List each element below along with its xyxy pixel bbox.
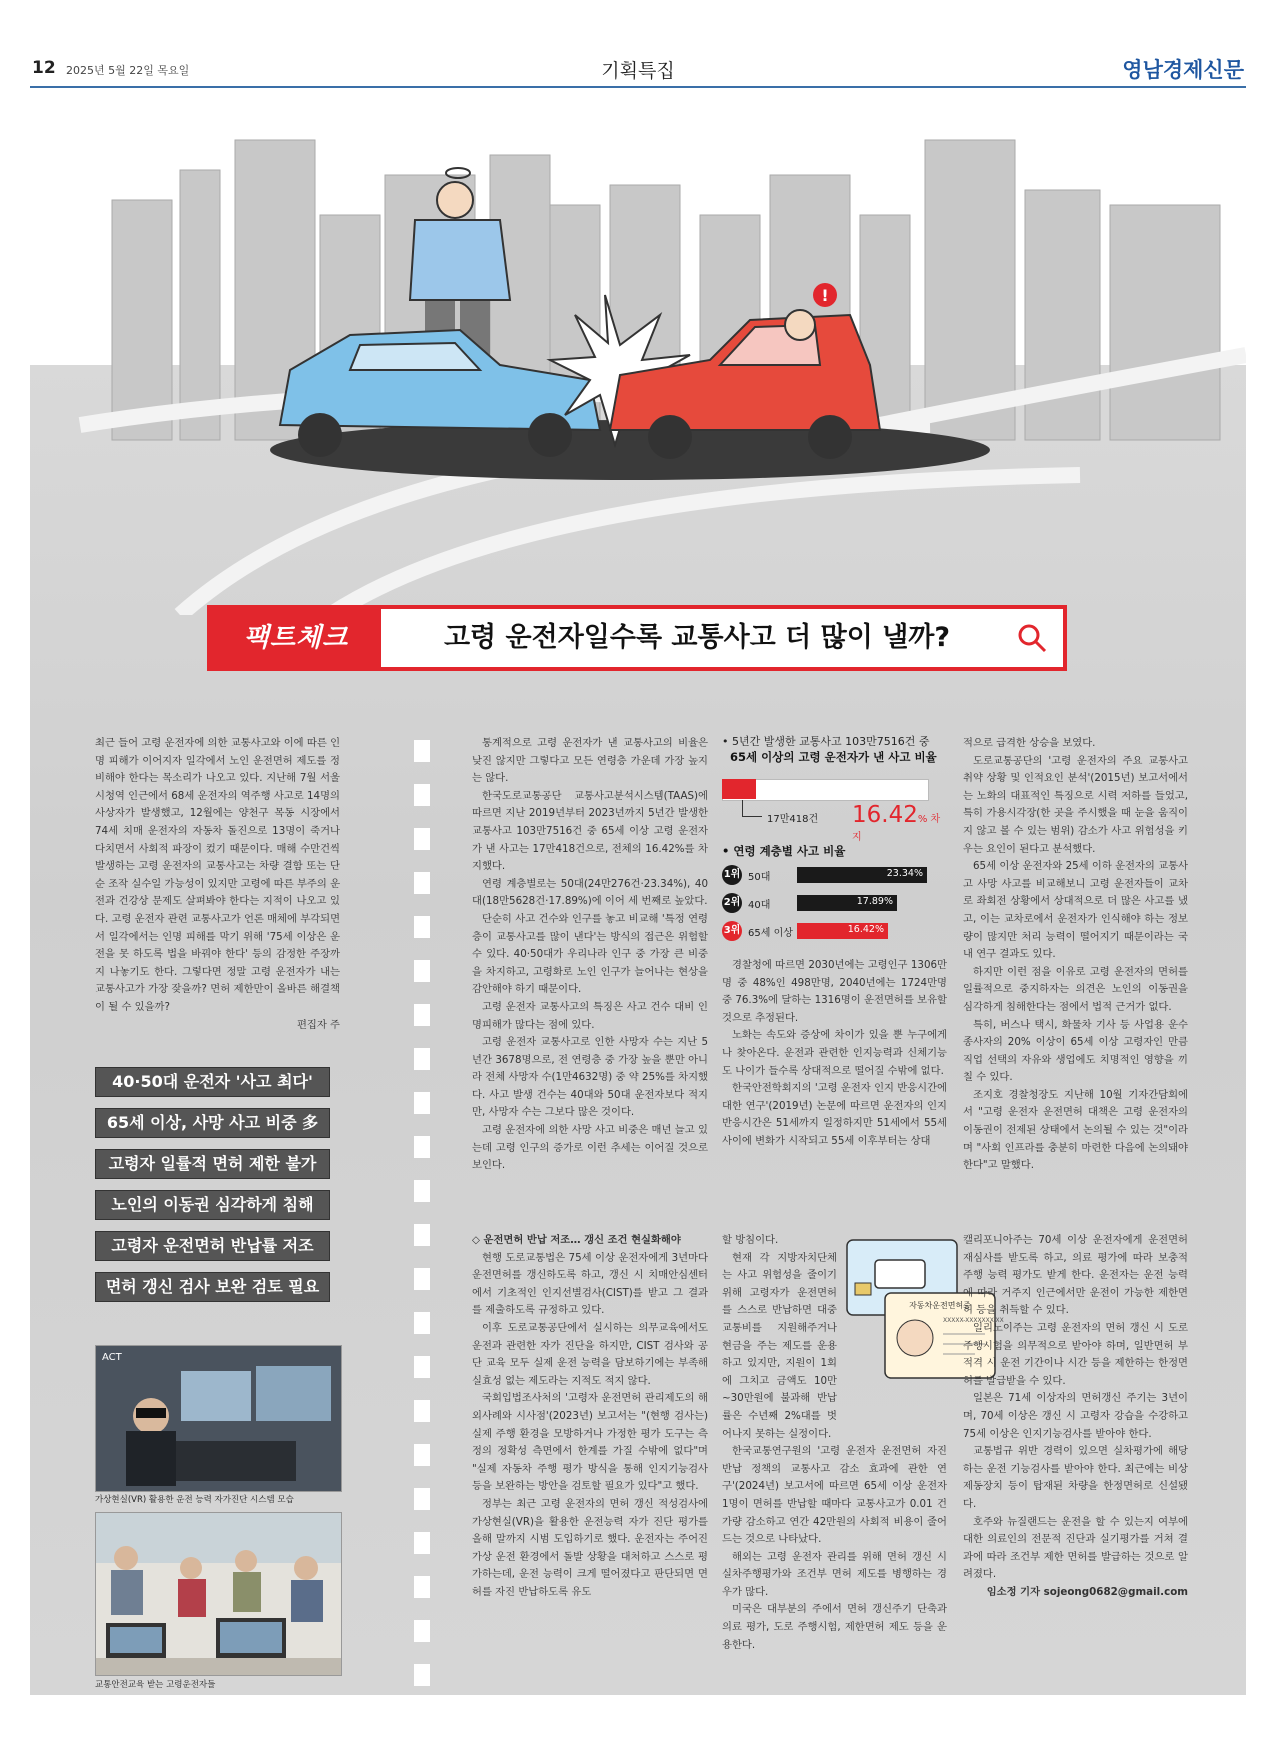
rank-label: 65세 이상 xyxy=(748,928,793,939)
safety-education-photo xyxy=(95,1512,342,1676)
count-label: 17만418건 xyxy=(767,814,819,825)
article-column xyxy=(963,735,1188,1175)
paragraph: 현행 도로교통법은 75세 이상 운전자에게 3년마다 운전면허를 갱신하도록 하고, 갱신 시 치매안심센터에서 기초적인 인지선별검사(CIST)를 받고 그 결과를 제출하도록 규정하고 있다. xyxy=(472,1251,708,1317)
share-fill xyxy=(722,779,756,799)
paragraph: 한국교통연구원의 '고령 운전자 운전면허 자진 반납 정책의 교통사고 감소 효과에 관한 연구'(2024년) 보고서에 따르면 65세 이상 운전자 1명이 면허를 반납할 때마다 교통사고가 0.01 건가량 감소하고 연간 42만원의 사회적 비용이 줄어드는 것으로 나타났다. xyxy=(722,1445,947,1546)
section-title: 기획특집 xyxy=(601,60,675,82)
paragraph: 고령 운전자 교통사고의 특징은 사고 건수 대비 인명피해가 많다는 점에 있다. xyxy=(472,1000,708,1031)
rank-badge: 3위 xyxy=(722,921,742,941)
article-column xyxy=(722,957,947,1151)
headline-title: 고령 운전자일수록 교통사고 더 많이 낼까? xyxy=(443,622,951,653)
paragraph: 미국은 대부분의 주에서 면허 갱신주기 단축과 의료 평가, 도로 주행시험, 제한면허 제도 등을 운용한다. xyxy=(722,1603,947,1651)
classroom-image xyxy=(96,1513,341,1675)
subheading: ◇ 운전면허 반납 저조… 갱신 조건 현실화해야 xyxy=(472,1234,681,1246)
paragraph: 국회입법조사처의 '고령자 운전면허 관리제도의 해외사례와 시사점'(2023년) 보고서는 "(현행 검사는) 실제 주행 환경을 모방하거나 가정한 평가 도구는 측정의 정확성 측면에서 한계를 가질 수밖에 없다"며 "실제 자동차 주행 평가 방식을 통해 인지기능검사 등을 보완하는 방안을 검토할 필요가 있다"고 했다. xyxy=(472,1392,708,1493)
rank-label: 50대 xyxy=(748,872,771,883)
rank-value: 23.34% xyxy=(886,868,923,879)
paragraph: 일본은 71세 이상자의 면허갱신 주기는 3년이며, 70세 이상은 갱신 시 고령자 강습을 수강하고 75세 이상은 인지기능검사를 받아야 한다. xyxy=(963,1392,1188,1440)
article-column xyxy=(963,1232,1188,1601)
paragraph: 일리노이주는 고령 운전자의 면허 갱신 시 도로 주행시험을 의무적으로 받아야 하며, 일반면허 부적격 시 운전 기간이나 시간 등을 제한하는 한정면허를 발급받을 수 있다. xyxy=(963,1321,1188,1387)
license-number-mask: XXXXX-XXXXXXX-XX xyxy=(943,1317,1004,1324)
paragraph: 해외는 고령 운전자 관리를 위해 면허 갱신 시 실차주행평가와 조건부 면허 제도를 병행하는 경우가 많다. xyxy=(722,1550,947,1598)
act-sign: ACT xyxy=(102,1352,122,1363)
photo-caption: 교통안전교육 받는 고령운전자들 xyxy=(95,1680,216,1690)
rank-value: 16.42% xyxy=(847,924,884,935)
key-point: 면허 갱신 검사 보완 검토 필요 xyxy=(95,1272,330,1302)
paragraph: 조지호 경찰청장도 지난해 10월 기자간담회에서 "고령 운전자 운전면허 대책은 고령 운전자의 이동권이 전제된 상태에서 논의될 수 있는 것"이라며 "사회 인프라를 충분히 마련한 다음에 논의돼야 한다"고 말했다. xyxy=(963,1088,1188,1172)
lead-paragraph xyxy=(95,735,340,1034)
paragraph: 고령 운전자에 의한 사망 사고 비중은 매년 늘고 있는데 고령 인구의 증가로 이런 추세는 이어질 것으로 보인다. xyxy=(472,1124,708,1172)
paragraph: 캘리포니아주는 70세 이상 운전자에게 운전면허 재심사를 받도록 하고, 의료 평가에 따라 보충적 주행 능력 평가도 받게 한다. 운전자는 운전 능력에 따라 거주지 인근에서만 운전이 가능한 제한면허 등을 취득할 수 있다. xyxy=(963,1234,1188,1317)
rank-label: 40대 xyxy=(748,900,771,911)
share-value: 16.42 xyxy=(852,802,918,828)
rank-badge: 2위 xyxy=(722,893,742,913)
share-chart xyxy=(722,765,947,843)
paragraph: 하지만 이런 점을 이유로 고령 운전자의 면허를 일률적으로 중지하자는 의견은 노인의 이동권을 심각하게 침해한다는 점에서 법적 근거가 없다. xyxy=(963,965,1188,1013)
connector-line xyxy=(742,816,762,817)
magnifier-icon xyxy=(1017,623,1047,653)
lead-text: 최근 들어 고령 운전자에 의한 교통사고와 이에 따른 인명 피해가 이어지자 일각에서 노인 운전면허 제도를 정비해야 한다는 목소리가 나오고 있다. 지난해 7월 서울 시청역 인근에서 68세 운전자의 역주행 사고로 14명의 사상자가 발생했고, 12월에는 양천구 목동 시장에서 74세 치매 운전자의 자동차 돌진으로 13명이 죽거나 다치면서 사회적 파장이 컸기 때문이다. 매해 수만건씩 발생하는 고령 운전자의 교통사고는 차량 결함 또는 단순 조작 실수일 가능성이 있지만 고령에 따른 부주의 운전과 건강상 문제도 살펴봐야 한다는 지적이 나오고 있다. 고령 운전자 관련 교통사고가 언론 매체에 부각되면서 일각에서는 인명 피해를 막기 위해 '75세 이상은 운전을 못 하도록 법을 바꿔야 한다' 등의 감정한 주장까지 나놓기도 한다. 그렇다면 정말 고령 운전자가 내는 교통사고가 가장 잦을까? 면허 제한만이 올바른 해결책이 될 수 있을까? xyxy=(95,737,341,1013)
key-point: 고령자 일률적 면허 제한 불가 xyxy=(95,1149,330,1179)
newspaper-brand[interactable]: 영남경제신문 xyxy=(1122,58,1244,82)
car-crash-illustration xyxy=(30,95,1246,615)
reporter-byline[interactable]: 임소정 기자 sojeong0682@gmail.com xyxy=(986,1585,1188,1598)
paragraph: 도로교통공단의 '고령 운전자의 주요 교통사고 취약 상황 및 인적요인 분석'(2015년) 보고서에서는 노화의 대표적인 특징으로 시력 저하를 들었고, 특히 가용시각장(한 곳을 주시했을 때 눈을 움직이지 않고 볼 수 있는 범위) 감소가 사고 위험성을 키우는 요인이 된다고 분석했다. xyxy=(963,754,1188,855)
paragraph: 현재 각 지방자치단체는 사고 위험성을 줄이기 위해 고령자가 운전면허를 스스로 반납하면 대중교통비를 지원해주거나 현금을 주는 제도를 운용하고 있지만, 지원이 1회에 그치고 금액도 10만~30만원에 불과해 반납률은 수년째 2%대를 벗어나지 못하는 실정이다. xyxy=(722,1251,837,1440)
issue-date: 2025년 5월 22일 목요일 xyxy=(66,64,190,77)
paragraph: 할 방침이다. xyxy=(722,1234,779,1246)
license-title: 자동차운전면허증 xyxy=(909,1301,971,1310)
ranking-title: • 연령 계층별 사고 비율 xyxy=(722,844,846,858)
page-header xyxy=(30,50,1246,88)
share-value-label xyxy=(852,802,947,843)
headline-bar xyxy=(207,605,1067,671)
key-points-list xyxy=(95,1067,330,1313)
key-point: 고령자 운전면허 반납률 저조 xyxy=(95,1231,330,1261)
paragraph: 정부는 최근 고령 운전자의 면허 갱신 적성검사에 가상현실(VR)을 활용한 운전능력 자가 진단 평가를 올해 말까지 시범 도입하기로 했다. 운전자는 주어진 가상 운전 환경에서 돌발 상황을 대처하고 스스로 평가하는데, 운전 능력이 크게 떨어졌다고 판단되면 면허를 자진 반납하도록 유도 xyxy=(472,1497,708,1598)
key-point: 65세 이상, 사망 사고 비중 多 xyxy=(95,1108,330,1138)
infographic-subheading: 65세 이상의 고령 운전자가 낸 사고 비율 xyxy=(730,750,937,764)
fact-check-tag: 팩트체크 xyxy=(211,609,381,667)
paragraph: 이후 도로교통공단에서 실시하는 의무교육에서도 운전과 관련한 자가 진단을 하지만, CIST 검사와 공단 교육 모두 실제 운전 능력을 담보하기에는 부족해 실효성 없는 제도라는 지적도 적지 않다. xyxy=(472,1321,708,1387)
paragraph: 한국안전학회지의 '고령 운전자 인지 반응시간에 대한 연구'(2019년) 논문에 따르면 운전자의 인지 반응시간은 51세까지 일정하지만 51세에서 55세 사이에 변화가 시작되고 55세 이후부터는 상대 xyxy=(722,1082,947,1147)
paragraph: 노화는 속도와 증상에 차이가 있을 뿐 누구에게나 찾아온다. 운전과 관련한 인지능력과 신체기능도 나이가 들수록 상대적으로 떨어질 수밖에 없다. xyxy=(722,1029,947,1077)
paragraph: 적으로 급격한 상승을 보였다. xyxy=(963,737,1096,749)
rank-badge: 1위 xyxy=(722,865,742,885)
article-column xyxy=(472,1232,708,1601)
paragraph: 호주와 뉴질랜드는 운전을 할 수 있는지 여부에 대한 의료인의 전문적 진단과 실기평가를 거쳐 결과에 따라 조건부 제한 면허를 발급하는 것으로 알려졌다. xyxy=(963,1515,1188,1581)
paragraph: 한국도로교통공단 교통사고분석시스템(TAAS)에 따르면 지난 2019년부터 2023년까지 5년간 발생한 교통사고 103만7516건 중 65세 이상 고령 운전자가 낸 사고는 17만418건으로, 전체의 16.42%를 차지했다. xyxy=(472,789,708,873)
paragraph: 단순히 사고 건수와 인구를 놓고 비교해 '특정 연령층이 교통사고를 많이 낸다'는 방식의 접근은 위험할 수 있다. 40·50대가 우리나라 인구 중 가장 큰 비중을 차지하고, 고령화로 노인 인구가 늘어나는 현상을 감안해야 하기 때문이다. xyxy=(472,912,708,996)
paragraph: 경찰청에 따르면 2030년에는 고령인구 1306만명 중 48%인 498만명, 2040년에는 1724만명 중 76.3%에 달하는 1316명이 운전면허를 보유할 것으로 추정된다. xyxy=(722,959,947,1024)
paragraph: 65세 이상 운전자와 25세 이하 운전자의 교통사고 사망 사고를 비교해보니 고령 운전자들이 교차로 좌회전 상황에서 상대적으로 더 많은 사고를 냈고, 이는 교차로에서 운전자가 인식해야 하는 정보량이 많지만 처리 능력이 떨어지기 때문이라는 국내 연구 결과도 있다. xyxy=(963,860,1188,961)
paragraph: 특히, 버스나 택시, 화물차 기사 등 사업용 운수종사자의 20% 이상이 65세 이상 고령자인 만큼 직업 선택의 자유와 생업에도 치명적인 영향을 끼칠 수 있다. xyxy=(963,1018,1188,1084)
svg-text:!: ! xyxy=(821,286,829,305)
infographic-heading: • 5년간 발생한 교통사고 103만7516건 중 xyxy=(722,735,930,748)
accident-infographic xyxy=(722,733,947,955)
editor-note: 편집자 주 xyxy=(296,1018,340,1031)
connector-line xyxy=(742,800,743,816)
share-unit: % 차지 xyxy=(852,814,941,843)
vr-simulator-image xyxy=(96,1346,341,1491)
photo-caption: 가상현실(VR) 활용한 운전 능력 자가진단 시스템 모습 xyxy=(95,1495,294,1505)
key-point: 노인의 이동권 심각하게 침해 xyxy=(95,1190,330,1220)
page-number: 12 xyxy=(32,58,56,78)
vr-driving-photo xyxy=(95,1345,342,1492)
rank-value: 17.89% xyxy=(856,896,893,907)
paragraph: 고령 운전자 교통사고로 인한 사망자 수는 지난 5년간 3678명으로, 전 연령층 중 가장 높을 뿐만 아니라 전체 사망자 수(1만4632명) 중 약 25%를 차지했다. 사고 발생 건수는 40대와 50대 운전자보다 적지만, 사망자 수는 그보다 많은 것이다. xyxy=(472,1036,708,1119)
ranking-chart xyxy=(722,865,947,955)
paragraph: 교통법규 위반 경력이 있으면 실차평가에 해당하는 운전 기능검사를 받아야 한다. 최근에는 비상 제동장치 등이 탑재된 차량을 한정면허로 신설됐다. xyxy=(963,1445,1188,1510)
article-column xyxy=(472,735,708,1175)
paragraph: 통계적으로 고령 운전자가 낸 교통사고의 비율은 낮진 않지만 그렇다고 모든 연령층 가운데 가장 높지는 않다. xyxy=(472,737,708,785)
key-point: 40·50대 운전자 '사고 최다' xyxy=(95,1067,330,1097)
paragraph: 연령 계층별로는 50대(24만276건·23.34%), 40대(18만5628건·17.89%)에 이어 세 번째로 높았다. xyxy=(472,877,708,908)
